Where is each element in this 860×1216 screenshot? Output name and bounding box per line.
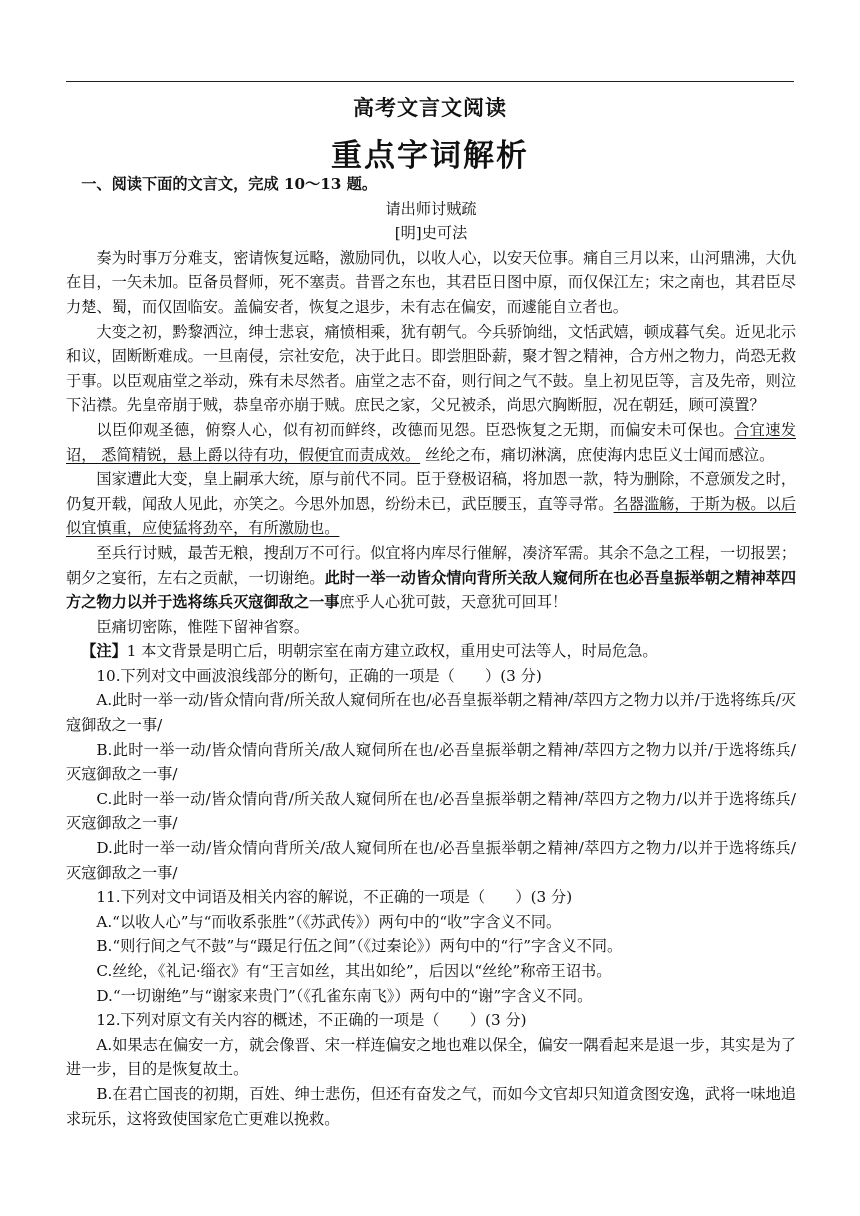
- question-11-option-c: C.丝纶，《礼记·缁衣》有“王言如丝，其出如纶”，后因以“丝纶”称帝王诏书。: [96, 962, 612, 980]
- document-subtitle: 重点字词解析: [331, 138, 529, 174]
- question-11-option-d: D.“一切谢绝”与“谢家来贵门”（《孔雀东南飞》）两句中的“谢”字含义不同。: [96, 986, 593, 1005]
- paragraph-3-text-b: 丝纶之布，痛切淋漓，庶使海内忠臣义士闻而感泣。: [420, 445, 775, 464]
- paragraph-5-text-b: 庶乎人心犹可鼓，天意犹可回耳！: [339, 593, 568, 612]
- paragraph-3-text-a: 以臣仰观圣德，俯察人心，似有初而鲜终，改德而见怨。臣恐恢复之无期，而偏安未可保也。: [96, 420, 735, 439]
- question-10-option-b: B.此时一举一动/皆众情向背所关/敌人窥伺所在也/必吾皇振举朝之精神/萃四方之物力以并/于选将练兵/灭寇御敌之一事/: [66, 740, 796, 784]
- header-rule: [66, 81, 794, 82]
- question-11-option-b: B.“则行间之气不鼓”与“蹑足行伍之间”（《过秦论》）两句中的“行”字含义不同。: [96, 937, 623, 956]
- wavy-line-sentence: 此时一举一动皆众情向背所关敌人窥伺所在也必吾皇振举朝之精神萃四方之物力以并于选将练兵灭寇御敌之一事: [66, 568, 797, 612]
- question-10-option-c: C.此时一举一动/皆众情向背/所关敌人窥伺所在也/必吾皇振举朝之精神/萃四方之物力/以并于选将练兵/灭寇御敌之一事/: [66, 789, 796, 833]
- question-12-option-b: B.在君亡国丧的初期，百姓、绅士悲伤，但还有奋发之气，而如今文官却只知道贪图安逸，武将一味地追求玩乐，这将致使国家危亡更难以挽救。: [66, 1084, 796, 1128]
- note-text: 1 本文背景是明亡后，明朝宗室在南方建立政权，重用史可法等人，时局危急。: [126, 642, 658, 661]
- passage-paragraph-4: [66, 467, 796, 541]
- document-title: 高考文言文阅读: [353, 96, 507, 120]
- passage-paragraph-1: 奏为时事万分难支，密请恢复远略，激励同仇，以收人心，以安天位事。痛自三月以来，山河鼎沸，大仇在目，一矢未加。臣备员督师，死不塞责。昔晋之东也，其君臣日图中原，而仅保江左；宋之南也，其君臣尽力楚、蜀，而仅固临安。盖偏安者，恢复之退步，未有志在偏安，而遽能自立者也。: [66, 248, 796, 316]
- passage-author: [明]史可法: [394, 224, 468, 243]
- document-body: [66, 172, 796, 1131]
- passage-paragraph-6: 臣痛切密陈，惟陛下留神省察。: [96, 617, 310, 636]
- question-10-option-d: D.此时一举一动/皆众情向背所关/敌人窥伺所在也/必吾皇振举朝之精神/萃四方之物力/以并于选将练兵/灭寇御敌之一事/: [66, 839, 796, 882]
- question-12-option-a: A.如果志在偏安一方，就会像晋、宋一样连偏安之地也难以保全，偏安一隅看起来是退一步，其实是为了进一步，目的是恢复故土。: [66, 1035, 796, 1079]
- passage-paragraph-2: 大变之初，黔黎洒泣，绅士悲哀，痛愤相乘，犹有朝气。今兵骄饷绌，文恬武嬉，顿成暮气矣。近见北示和议，固断断难成。一旦南侵，宗社安危，决于此日。即尝胆卧薪，聚才智之精神，合方州之物力，尚恐无救于事。以臣观庙堂之举动，殊有未尽然者。庙堂之志不奋，则行间之气不鼓。皇上初见臣等，言及先帝，则泣下沾襟。先皇帝崩于贼，恭皇帝亦崩于贼。庶民之家，父兄被杀，尚思穴胸断脰，况在朝廷，顾可漠置？: [66, 322, 796, 415]
- paragraph-5-text-a: 至兵行讨贼，最苦无粮，搜刮万不可行。似宜将内库尽行催解，凑济军需。其余不急之工程，一切报罢；朝夕之宴衎，左右之贡献，一切谢绝。: [66, 543, 796, 587]
- underlined-sentence-2: 名器滥觞，于斯为极。以后似宜慎重，应使猛将劲卒，有所激励也。: [66, 494, 797, 538]
- question-12-stem: 12.下列对原文有关内容的概述，不正确的一项是（ ）(3 分): [96, 1011, 527, 1030]
- passage-paragraph-3: [66, 418, 796, 467]
- question-10-stem: 10.下列对文中画波浪线部分的断句，正确的一项是（ ）(3 分): [96, 666, 542, 685]
- question-11-stem: 11.下列对文中词语及相关内容的解说，不正确的一项是（ ）(3 分): [96, 888, 573, 907]
- passage-title: 请出师讨贼疏: [385, 199, 477, 218]
- underlined-sentence-1: 合宜速发诏， 悉简精锐，悬上爵以待有功，假便宜而责成效。: [66, 420, 797, 464]
- passage-paragraph-5: [66, 541, 796, 615]
- question-10-option-a: A.此时一举一动/皆众情向背/所关敌人窥伺所在也/必吾皇振举朝之精神/萃四方之物力以并/于选将练兵/灭寇御敌之一事/: [66, 691, 796, 735]
- paragraph-4-text-a: 国家遭此大变，皇上嗣承大统，原与前代不同。臣于登极诏稿，将加恩一款，特为删除，不意颁发之时，仍复开载，闻敌人见此，亦笑之。今思外加恩，纷纷未已，武臣腰玉，直等寻常。: [66, 470, 796, 513]
- note-label: 【注】: [81, 642, 127, 661]
- section-heading: 一、阅读下面的文言文，完成 10～13 题。: [81, 175, 378, 193]
- question-11-option-a: A.“以收人心”与“而收系张胜”（《苏武传》）两句中的“收”字含义不同。: [96, 912, 562, 931]
- passage-note: [66, 639, 796, 664]
